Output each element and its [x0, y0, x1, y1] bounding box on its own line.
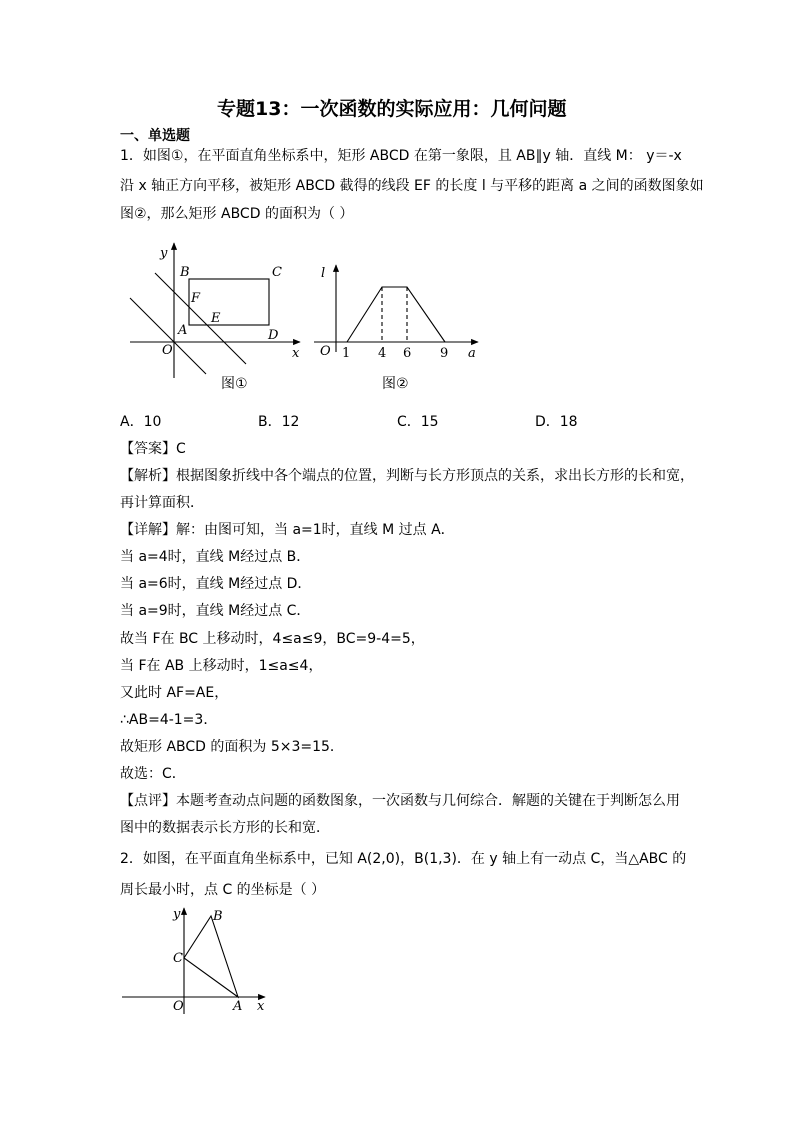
fig1-label-x: x	[292, 346, 300, 361]
q2-label-o: O	[173, 999, 184, 1014]
q1-detail-5: 故当 F在 BC 上移动时，4≤a≤9，BC=9-4=5，	[120, 631, 425, 647]
fig2-tick-9: 9	[440, 346, 449, 361]
q2-triangle-abc	[184, 916, 238, 997]
q1-option-b: B．12	[258, 414, 300, 430]
q1-detail-3: 当 a=6时，直线 M经过点 D．	[120, 576, 312, 592]
fig1-label-o: O	[162, 343, 173, 358]
figure-2-labels	[320, 266, 476, 392]
figure-q2-labels	[172, 907, 265, 1014]
q1-text-line2: 沿 x 轴正方向平移，被矩形 ABCD 截得的线段 EF 的长度 l 与平移的距离 a 之间的函数图象如	[120, 178, 704, 194]
fig1-label-c: C	[272, 265, 282, 280]
q1-text-line1: 1．如图①，在平面直角坐标系中，矩形 ABCD 在第一象限，且 AB∥y 轴．直线 M： y＝-x	[120, 148, 682, 164]
section-heading: 一、单选题	[120, 128, 190, 144]
q2-label-x: x	[257, 999, 265, 1014]
fig2-caption: 图②	[382, 376, 409, 392]
fig2-tick-1: 1	[342, 346, 351, 361]
q2-label-c: C	[173, 951, 183, 966]
fig2-label-a: a	[468, 346, 476, 361]
fig1-caption: 图①	[221, 376, 248, 392]
fig1-label-e: E	[211, 311, 221, 326]
q1-analysis-line2: 再计算面积．	[120, 495, 204, 511]
q1-detail-1: 【详解】解：由图可知，当 a=1时，直线 M 过点 A．	[120, 522, 455, 538]
fig2-tick-6: 6	[403, 346, 412, 361]
fig1-label-d: D	[268, 328, 279, 343]
figure-1-labels	[159, 246, 300, 392]
page-title: 专题13：一次函数的实际应用：几何问题	[217, 98, 567, 120]
fig2-graph-polyline	[347, 287, 445, 342]
q1-answer: 【答案】C	[120, 441, 186, 457]
fig2-label-o: O	[320, 344, 331, 359]
q2-label-y: y	[173, 907, 181, 922]
q1-text-line3: 图②，那么矩形 ABCD 的面积为（ ）	[120, 206, 354, 222]
fig1-line-m-original	[130, 298, 206, 374]
fig1-label-f: F	[191, 291, 201, 306]
q1-detail-10: 故选：C．	[120, 766, 186, 782]
q1-option-c: C．15	[397, 414, 439, 430]
q2-label-a: A	[233, 999, 243, 1014]
fig1-rectangle-abcd	[189, 279, 269, 325]
q1-comment-line1: 【点评】本题考查动点问题的函数图象，一次函数与几何综合．解题的关键在于判断怎么用	[120, 793, 680, 809]
q1-comment-line2: 图中的数据表示长方形的长和宽．	[120, 820, 330, 836]
q1-detail-2: 当 a=4时，直线 M经过点 B．	[120, 549, 311, 565]
q1-analysis-line1: 【解析】根据图象折线中各个端点的位置，判断与长方形顶点的关系，求出长方形的长和宽，	[120, 468, 694, 484]
q1-option-d: D．18	[535, 414, 578, 430]
fig2-tick-4: 4	[378, 346, 387, 361]
fig1-label-a: A	[178, 323, 188, 338]
fig1-label-b: B	[180, 265, 190, 280]
q2-text-line2: 周长最小时，点 C 的坐标是（ ）	[120, 882, 326, 898]
fig1-label-y: y	[160, 246, 168, 261]
q1-detail-6: 当 F在 AB 上移动时，1≤a≤4，	[120, 658, 323, 674]
figure-q2	[122, 908, 265, 1014]
fig2-label-l: l	[321, 266, 326, 281]
q1-detail-9: 故矩形 ABCD 的面积为 5×3=15．	[120, 739, 344, 755]
q1-detail-8: ∴AB=4-1=3．	[120, 712, 218, 728]
q1-option-a: A．10	[120, 414, 162, 430]
q1-detail-4: 当 a=9时，直线 M经过点 C．	[120, 603, 311, 619]
figure-2	[314, 265, 478, 352]
q1-detail-7: 又此时 AF=AE，	[120, 685, 229, 701]
q2-text-line1: 2．如图，在平面直角坐标系中，已知 A(2,0)，B(1,3)．在 y 轴上有一动点 C，当△ABC 的	[120, 851, 687, 867]
q2-label-b: B	[213, 909, 223, 924]
